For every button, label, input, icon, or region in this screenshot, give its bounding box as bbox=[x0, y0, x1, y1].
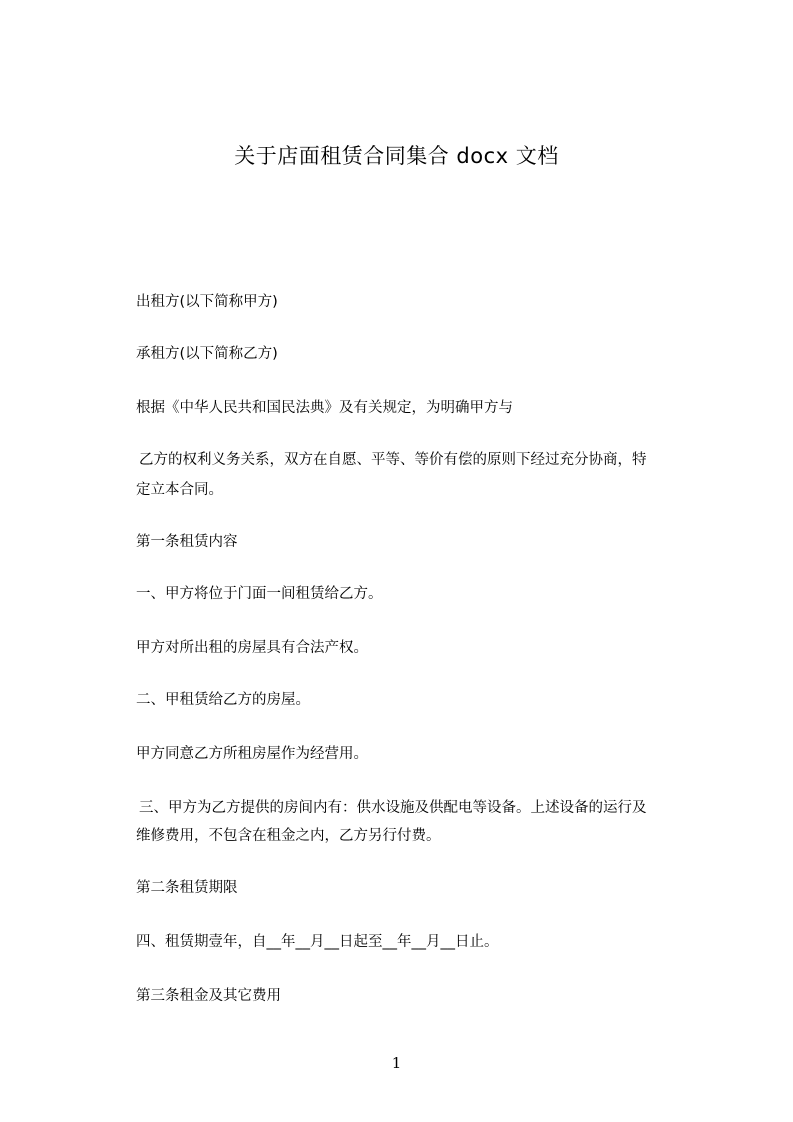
paragraph-clause-4: 四、租赁期壹年，自__年__月__日起至__年__月__日止。 bbox=[136, 934, 499, 950]
paragraph-lessee: 承租方(以下简称乙方) bbox=[136, 346, 278, 362]
paragraph-clause-1: 一、甲方将位于门面一间租赁给乙方。 bbox=[136, 586, 383, 602]
section-heading-lease-content: 第一条租赁内容 bbox=[136, 534, 238, 550]
paragraph-text: 乙方的权利义务关系，双方在自愿、平等、等价有偿的原则下经过充分协商，特 bbox=[139, 452, 647, 468]
paragraph-text: 三、甲方为乙方提供的房间内有：供水设施及供配电等设备。上述设备的运行及 bbox=[139, 800, 647, 816]
paragraph-property-rights: 甲方对所出租的房屋具有合法产权。 bbox=[136, 640, 368, 656]
section-heading-lease-term: 第二条租赁期限 bbox=[136, 880, 238, 896]
paragraph-rights-line2: 定立本合同。 bbox=[136, 482, 223, 498]
document-title: 关于店面租赁合同集合 docx 文档 bbox=[234, 144, 559, 168]
paragraph-clause-3-line1 bbox=[136, 794, 711, 822]
paragraph-lessor: 出租方(以下简称甲方) bbox=[136, 294, 278, 310]
paragraph-business-use: 甲方同意乙方所租房屋作为经营用。 bbox=[136, 746, 368, 762]
paragraph-clause-2: 二、甲租赁给乙方的房屋。 bbox=[136, 692, 310, 708]
page-number: 1 bbox=[391, 1054, 402, 1072]
section-heading-rent-fees: 第三条租金及其它费用 bbox=[136, 988, 281, 1004]
paragraph-rights-line1 bbox=[136, 446, 711, 474]
paragraph-legal-basis: 根据《中华人民共和国民法典》及有关规定，为明确甲方与 bbox=[136, 400, 513, 416]
paragraph-clause-3-line2: 维修费用，不包含在租金之内，乙方另行付费。 bbox=[136, 828, 441, 844]
